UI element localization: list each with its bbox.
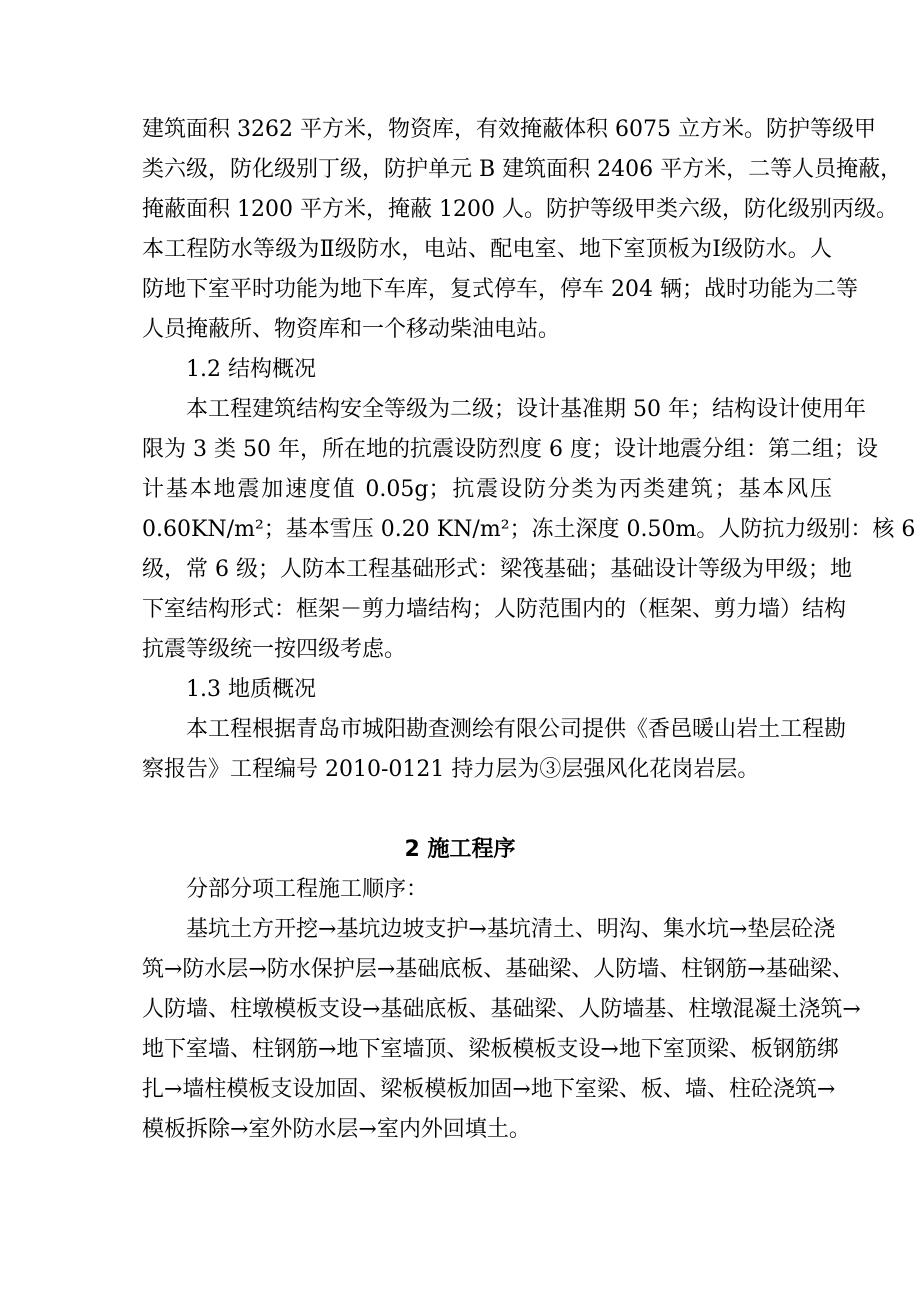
text-line: 本工程根据青岛市城阳勘查测绘有限公司提供《香邑暖山岩土工程勘 bbox=[186, 717, 847, 742]
text-line: 级，常 6 级；人防本工程基础形式：梁筏基础；基础设计等级为甲级；地 bbox=[142, 557, 852, 582]
text-line: 限为 3 类 50 年，所在地的抗震设防烈度 6 度；设计地震分组：第二组；设 bbox=[142, 437, 878, 462]
text-line: 地下室墙、柱钢筋→地下室墙顶、梁板模板支设→地下室顶梁、板钢筋绑 bbox=[142, 1037, 839, 1062]
text-line: 建筑面积 3262 平方米，物资库，有效掩蔽体积 6075 立方米。防护等级甲 bbox=[142, 117, 876, 142]
text-line: 模板拆除→室外防水层→室内外回填土。 bbox=[142, 1117, 531, 1142]
text-line: 下室结构形式：框架－剪力墙结构；人防范围内的（框架、剪力墙）结构 bbox=[142, 597, 847, 622]
section-title-1-3: 1.3 地质概况 bbox=[186, 677, 316, 702]
section-heading-2: 2 施工程序 bbox=[404, 837, 516, 862]
text-line: 察报告》工程编号 2010-0121 持力层为③层强风化花岗岩层。 bbox=[142, 757, 760, 782]
text-line: 抗震等级统一按四级考虑。 bbox=[142, 637, 407, 662]
text-line: 人防墙、柱墩模板支设→基础底板、基础梁、人防墙基、柱墩混凝土浇筑→ bbox=[142, 997, 861, 1022]
text-line: 筑→防水层→防水保护层→基础底板、基础梁、人防墙、柱钢筋→基础梁、 bbox=[142, 957, 854, 982]
text-line: 本工程防水等级为Ⅱ级防水，电站、配电室、地下室顶板为Ⅰ级防水。人 bbox=[142, 237, 832, 262]
text-line: 0.60KN/m²；基本雪压 0.20 KN/m²；冻土深度 0.50m。人防抗力级别：核 6 bbox=[142, 517, 916, 542]
text-line: 计基本地震加速度值 0.05g；抗震设防分类为丙类建筑；基本风压 bbox=[142, 477, 832, 502]
section-title-1-2: 1.2 结构概况 bbox=[186, 357, 316, 382]
text-line: 本工程建筑结构安全等级为二级；设计基准期 50 年；结构设计使用年 bbox=[186, 397, 866, 422]
text-line: 掩蔽面积 1200 平方米，掩蔽 1200 人。防护等级甲类六级，防化级别丙级。 bbox=[142, 197, 898, 222]
text-line: 防地下室平时功能为地下车库，复式停车，停车 204 辆；战时功能为二等 bbox=[142, 277, 858, 302]
text-line: 类六级，防化级别丁级，防护单元 B 建筑面积 2406 平方米，二等人员掩蔽， bbox=[142, 157, 903, 182]
text-line: 扎→墙柱模板支设加固、梁板模板加固→地下室梁、板、墙、柱砼浇筑→ bbox=[142, 1077, 836, 1102]
text-line: 基坑土方开挖→基坑边坡支护→基坑清土、明沟、集水坑→垫层砼浇 bbox=[186, 917, 836, 942]
text-line: 人员掩蔽所、物资库和一个移动柴油电站。 bbox=[142, 317, 561, 342]
section-intro: 分部分项工程施工顺序： bbox=[186, 877, 429, 902]
